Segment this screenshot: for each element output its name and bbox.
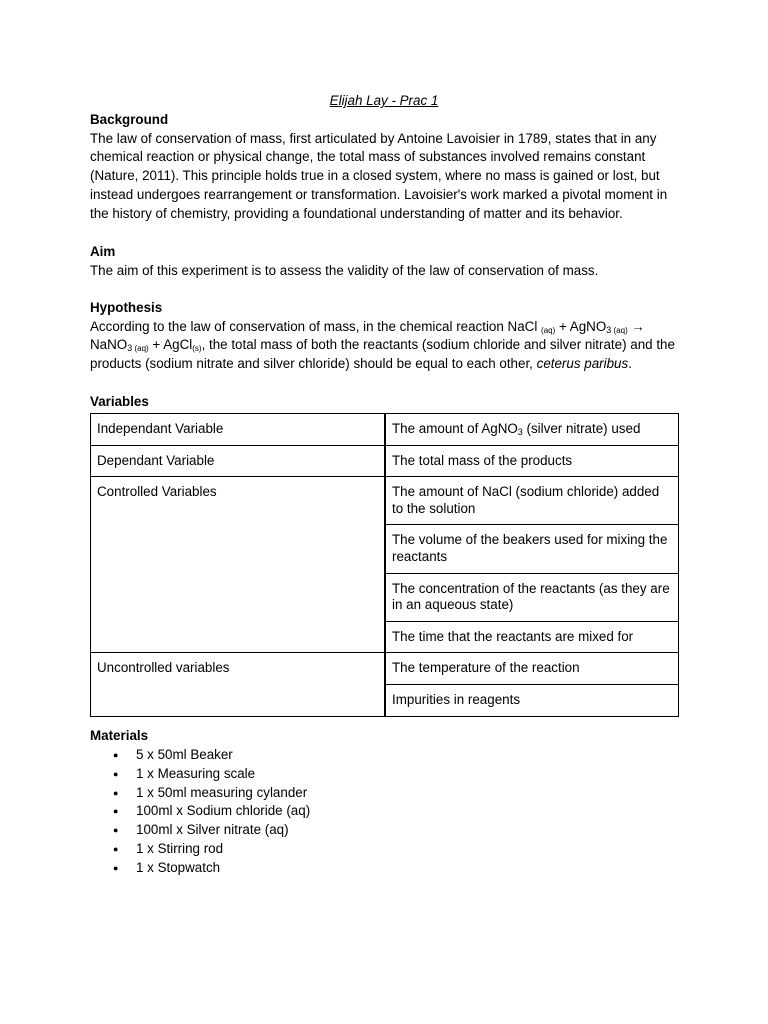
list-item: ● 100ml x Silver nitrate (aq) <box>90 821 682 840</box>
independent-value <box>385 414 679 446</box>
uncontrolled-label: Uncontrolled variables <box>91 653 386 716</box>
controlled-label: Controlled Variables <box>91 477 386 653</box>
background-text: The law of conservation of mass, first articulated by Antoine Lavoisier in 1789, states that in any chemical reaction or physical change, the total mass of substances involved remains constant (Nature, 2011). This principle holds true in a closed system, where no mass is gained or lost, but instead undergoes rearrangement or transformation. Lavoisier's work marked a pivotal moment in the history of chemistry, providing a foundational understanding of matter and its behavior. <box>90 130 668 221</box>
hyp-italic: ceterus paribus <box>536 356 629 372</box>
independent-value-1: The amount of AgNO <box>392 421 518 436</box>
table-row <box>91 477 679 525</box>
hyp-sub-s: (s) <box>192 344 202 354</box>
variables-section <box>90 393 682 412</box>
independent-value-sub: 3 <box>517 427 523 437</box>
list-item: ● 1 x Stirring rod <box>90 840 682 859</box>
hyp-sub-3-1: 3 <box>606 324 612 335</box>
hyp-text-2: + AgNO <box>555 318 607 334</box>
hyp-sub-aq-2: (aq) <box>611 325 628 335</box>
dependent-label: Dependant Variable <box>91 445 386 477</box>
background-heading: Background <box>90 112 169 127</box>
controlled-value: The amount of NaCl (sodium chloride) added to the solution <box>385 477 679 525</box>
aim-heading: Aim <box>90 244 116 259</box>
variables-table <box>90 413 679 717</box>
hypothesis-section <box>90 299 682 374</box>
independent-label: Independant Variable <box>91 414 386 446</box>
hyp-text-1: According to the law of conservation of mass, in the chemical reaction NaCl <box>90 318 538 334</box>
aim-section <box>90 243 682 280</box>
document-title: Elijah Lay - Prac 1 <box>329 93 439 108</box>
uncontrolled-value: Impurities in reagents <box>385 684 679 716</box>
controlled-value: The concentration of the reactants (as they are in an aqueous state) <box>385 573 679 621</box>
controlled-value: The volume of the beakers used for mixing the reactants <box>385 525 679 573</box>
table-row <box>91 445 679 477</box>
controlled-value: The time that the reactants are mixed for <box>385 621 679 653</box>
variables-heading: Variables <box>90 394 149 409</box>
hypothesis-heading: Hypothesis <box>90 300 163 315</box>
dependent-value: The total mass of the products <box>385 445 679 477</box>
list-item: ● 1 x Measuring scale <box>90 765 682 784</box>
hyp-sub-aq-3: (aq) <box>132 344 149 354</box>
hyp-text-4: + AgCl <box>148 337 193 353</box>
table-row <box>91 414 679 446</box>
materials-section <box>90 727 682 746</box>
hyp-text-3: NaNO <box>90 337 128 353</box>
hyp-text-5: , the total mass of both the reactants (sodium chloride and silver nitrate) and the products (sodium nitrate and silver chloride) should be equal to each other, <box>90 337 675 372</box>
list-item: ● 1 x 50ml measuring cylander <box>90 784 682 803</box>
hyp-sub-3-2: 3 <box>127 343 133 354</box>
aim-text: The aim of this experiment is to assess the validity of the law of conservation of mass. <box>90 262 599 278</box>
materials-heading: Materials <box>90 728 149 743</box>
hyp-sub-aq-1: (aq) <box>541 325 556 335</box>
uncontrolled-value: The temperature of the reaction <box>385 653 679 685</box>
list-item: ● 100ml x Sodium chloride (aq) <box>90 802 682 821</box>
hypothesis-text <box>90 318 682 374</box>
hyp-text-6: . <box>628 356 632 372</box>
list-item: ● 5 x 50ml Beaker <box>90 746 682 765</box>
list-item: ● 1 x Stopwatch <box>90 859 682 878</box>
hyp-arrow: → <box>627 318 645 334</box>
background-section <box>90 111 682 223</box>
table-row <box>91 653 679 685</box>
materials-list <box>90 746 682 878</box>
independent-value-2: (silver nitrate) used <box>522 421 641 436</box>
